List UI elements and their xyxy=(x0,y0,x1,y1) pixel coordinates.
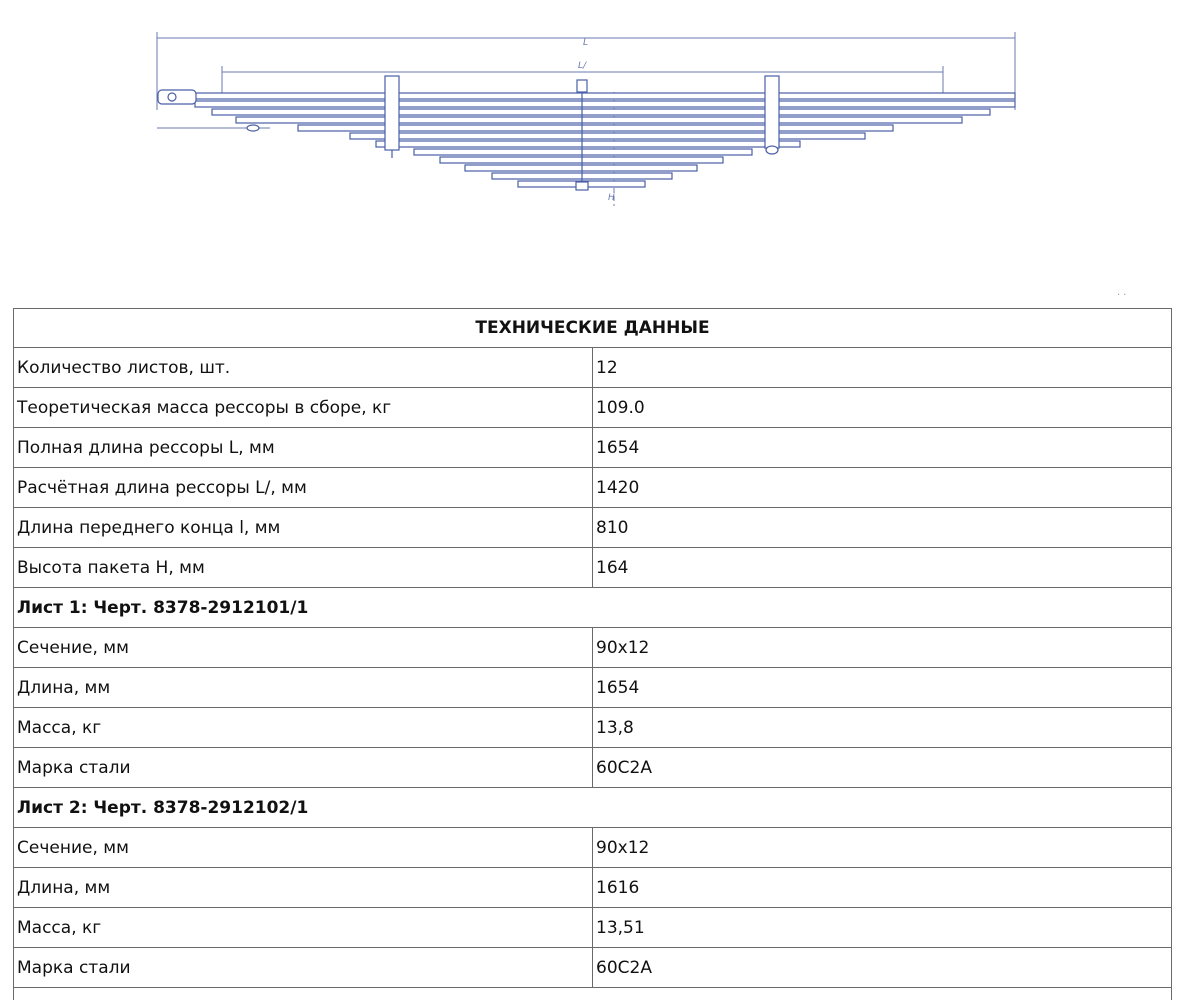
table-row xyxy=(14,508,1172,548)
row-label: Теоретическая масса рессоры в сборе, кг xyxy=(14,388,593,428)
table-row xyxy=(14,908,1172,948)
row-value: 1616 xyxy=(593,868,1172,908)
row-label: Расчётная длина рессоры L/, мм xyxy=(14,468,593,508)
spring-leaf-1 xyxy=(160,93,1015,99)
section-heading-row xyxy=(14,788,1172,828)
technical-data-table xyxy=(13,308,1172,1000)
row-label: Длина, мм xyxy=(14,868,593,908)
dim-label-height: H xyxy=(608,193,615,203)
table-row xyxy=(14,828,1172,868)
row-label: Масса, кг xyxy=(14,908,593,948)
row-value: 810 xyxy=(593,508,1172,548)
row-value: 13,51 xyxy=(593,908,1172,948)
spring-leaves xyxy=(160,93,1015,187)
row-value: 90x12 xyxy=(593,628,1172,668)
table-row xyxy=(14,948,1172,988)
table-row xyxy=(14,628,1172,668)
row-label: Количество листов, шт. xyxy=(14,348,593,388)
spring-leaf-2 xyxy=(195,101,1015,107)
table-row xyxy=(14,748,1172,788)
row-value: 109.0 xyxy=(593,388,1172,428)
row-label: Масса, кг xyxy=(14,708,593,748)
row-value: 13,8 xyxy=(593,708,1172,748)
row-label: Марка стали xyxy=(14,948,593,988)
table-row-partial xyxy=(14,988,1172,1000)
row-label: Высота пакета H, мм xyxy=(14,548,593,588)
row-value: 164 xyxy=(593,548,1172,588)
table-row xyxy=(14,708,1172,748)
table-title-row xyxy=(14,309,1172,348)
table-row xyxy=(14,388,1172,428)
row-label: Сечение, мм xyxy=(14,628,593,668)
row-value: 12 xyxy=(593,348,1172,388)
spring-leaf-6 xyxy=(350,133,865,139)
row-value: 60С2А xyxy=(593,748,1172,788)
row-label: Сечение, мм xyxy=(14,828,593,868)
table-row xyxy=(14,548,1172,588)
row-label: Длина, мм xyxy=(14,668,593,708)
row-value: 1420 xyxy=(593,468,1172,508)
table-title: ТЕХНИЧЕСКИЕ ДАННЫЕ xyxy=(14,309,1172,348)
dim-label-design-length: L/ xyxy=(578,61,587,71)
spring-leaf-7 xyxy=(376,141,800,147)
section-heading: Лист 1: Черт. 8378-2912101/1 xyxy=(14,588,1172,628)
leaf-spring-drawing xyxy=(0,0,1200,300)
section-heading: Лист 2: Черт. 8378-2912102/1 xyxy=(14,788,1172,828)
row-value: 90x12 xyxy=(593,828,1172,868)
table-row xyxy=(14,348,1172,388)
table-row xyxy=(14,468,1172,508)
row-label: Полная длина рессоры L, мм xyxy=(14,428,593,468)
row-value: 60С2А xyxy=(593,948,1172,988)
table-row xyxy=(14,668,1172,708)
table-row xyxy=(14,868,1172,908)
dim-label-total-length: L xyxy=(583,38,588,48)
spring-leaf-3 xyxy=(212,109,990,115)
spring-leaf-8 xyxy=(414,149,752,155)
row-value: 1654 xyxy=(593,668,1172,708)
spring-leaf-10 xyxy=(465,165,697,171)
row-label: Марка стали xyxy=(14,748,593,788)
spring-leaf-4 xyxy=(236,117,962,123)
section-heading-row xyxy=(14,588,1172,628)
decorative-dots: ·· xyxy=(1117,290,1129,301)
row-value: 1654 xyxy=(593,428,1172,468)
row-label: Длина переднего конца l, мм xyxy=(14,508,593,548)
table-row xyxy=(14,428,1172,468)
